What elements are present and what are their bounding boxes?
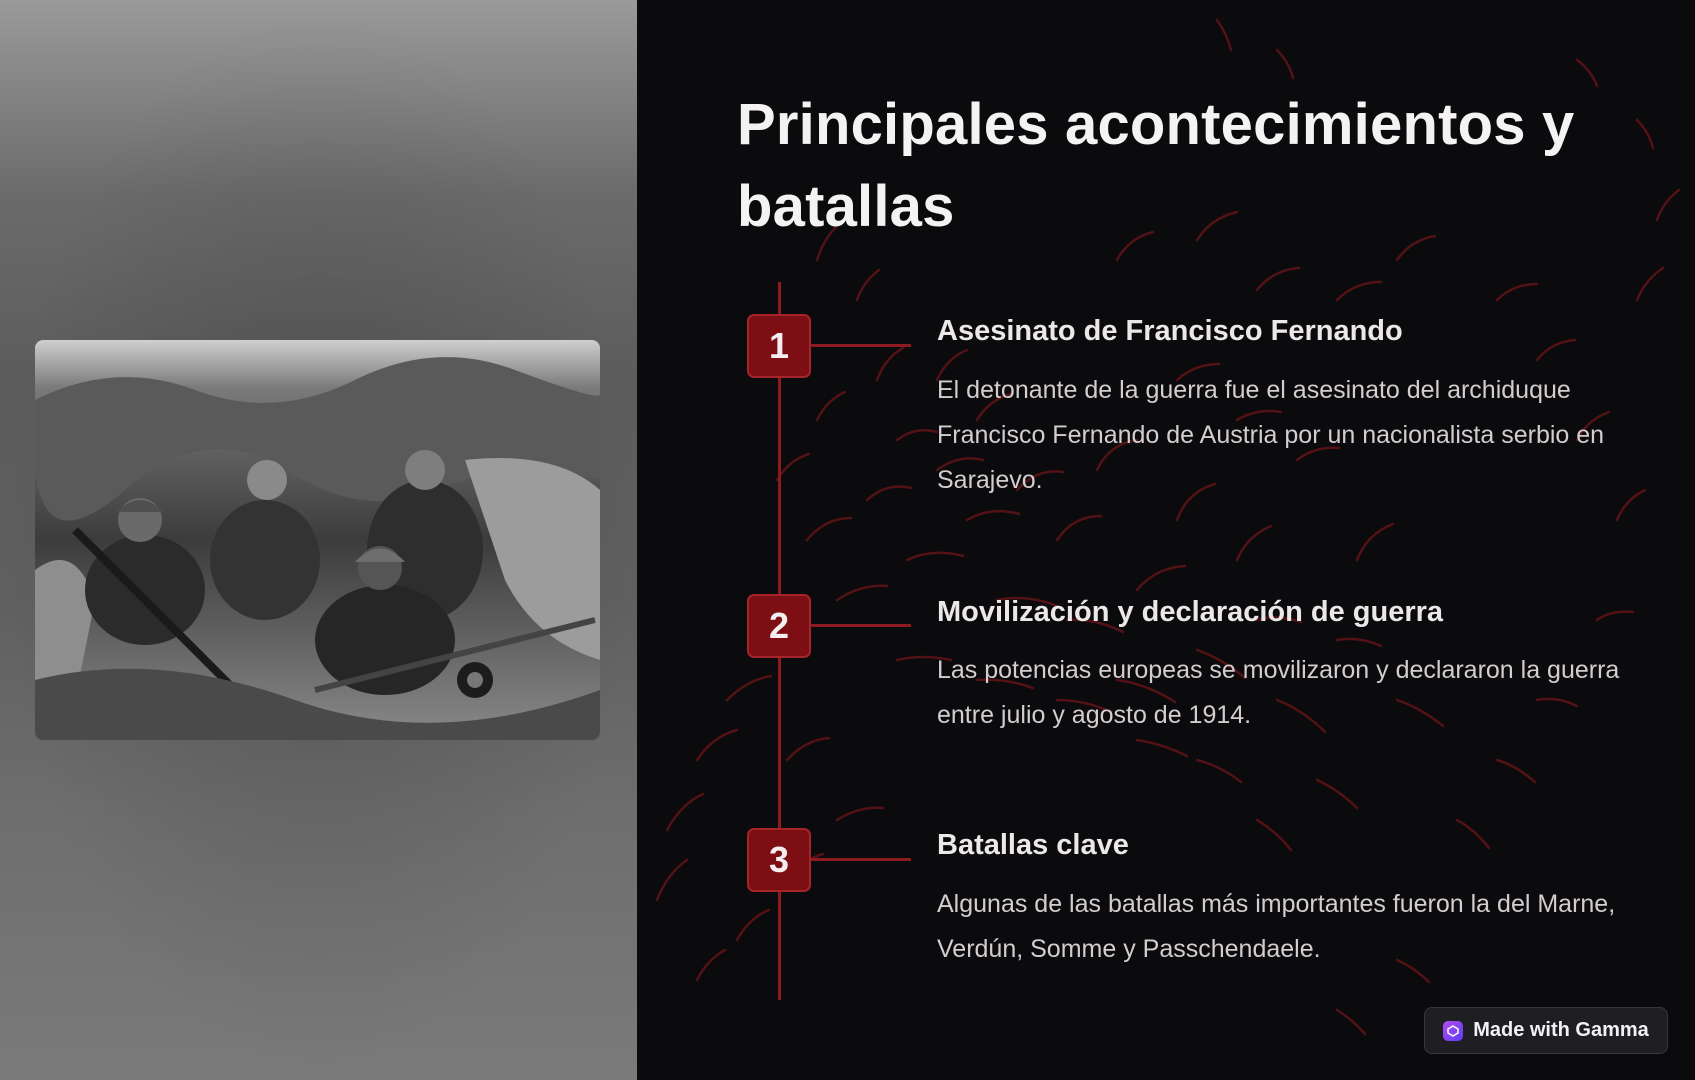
event-number-badge: 3: [747, 828, 811, 892]
event-number-badge: 1: [747, 314, 811, 378]
event-description: Algunas de las batallas más importantes fueron la del Marne, Verdún, Somme y Passchendaele.: [937, 890, 1616, 963]
content-panel: [637, 0, 1695, 1080]
event-connector: [811, 344, 911, 347]
page-title: Principales acontecimientos y batallas: [737, 92, 1575, 239]
event-description: El detonante de la guerra fue el asesinato del archiduque Francisco Fernando de Austria por un nacionalista serbio en Sarajevo.: [937, 376, 1605, 494]
event-description: Las potencias europeas se movilizaron y declararon la guerra entre julio y agosto de 1914.: [937, 656, 1620, 729]
event-heading: Movilización y declaración de guerra: [937, 596, 1444, 628]
made-with-gamma-button[interactable]: [1424, 1007, 1668, 1054]
war-photo: [35, 340, 600, 740]
gamma-badge-label: Made with Gamma: [1473, 1019, 1649, 1041]
event-heading: Asesinato de Francisco Fernando: [937, 315, 1403, 347]
event-number-badge: 2: [747, 594, 811, 658]
gamma-logo-icon: [1443, 1021, 1463, 1041]
event-connector: [811, 624, 911, 627]
event-heading: Batallas clave: [937, 829, 1129, 861]
event-connector: [811, 858, 911, 861]
war-photo-image: [35, 340, 600, 740]
